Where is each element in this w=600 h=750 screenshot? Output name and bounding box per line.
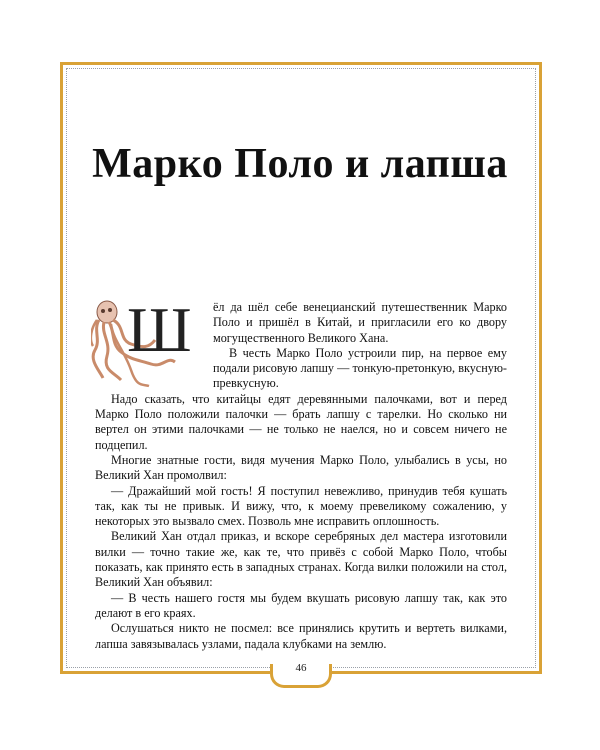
paragraph: — В честь нашего гостя мы будем вкушать рисовую лапшу так, как это делают в его краях.: [95, 590, 507, 620]
page-title: Марко Поло и лапша: [92, 141, 508, 187]
paragraph: Великий Хан отдал приказ, и вскоре серебряных дел мастера изготовили вилки — точно такие же, как те, что привёз с собой Марко Поло, чтобы показать, как принято есть в западных странах. Когда вилки положили на стол, Великий Хан объявил:: [95, 529, 507, 590]
page-number: 46: [295, 662, 307, 674]
drop-cap-letter: Ш: [127, 294, 192, 365]
paragraph: — Дражайший мой гость! Я поступил невежливо, принудив тебя кушать так, как ты не привык. И вижу, что, к моему превеликому сожалению, у некоторых это вызвало смех. Позволь мне исправить оплошность.: [95, 483, 507, 529]
paragraph: В честь Марко Поло устроили пир, на первое ему подали рисовую лапшу — тонкую-претонкую, вкусную-превкусную.: [213, 345, 507, 391]
paragraph: Многие знатные гости, видя мучения Марко Поло, улыбались в усы, но Великий Хан промолвил:: [95, 452, 507, 483]
drop-cap: [91, 294, 209, 380]
story-text: [95, 294, 507, 652]
paragraph: ёл да шёл себе венецианский путешественник Марко Поло и пришёл в Китай, и пригласили его ко двору могущественного Великого Хана.: [213, 300, 507, 345]
paragraph: Ослушаться никто не посмел: все принялись крутить и вертеть вилками, лапша завязывалась узлами, падала клубками на землю.: [95, 621, 507, 651]
paragraph: Надо сказать, что китайцы едят деревянными палочками, вот и перед Марко Поло положили палочки — брать лапшу с тарелки. Но сколько ни вертел он этими палочками — не только не наелся, но и совсем ничего не подцепил.: [95, 391, 507, 452]
